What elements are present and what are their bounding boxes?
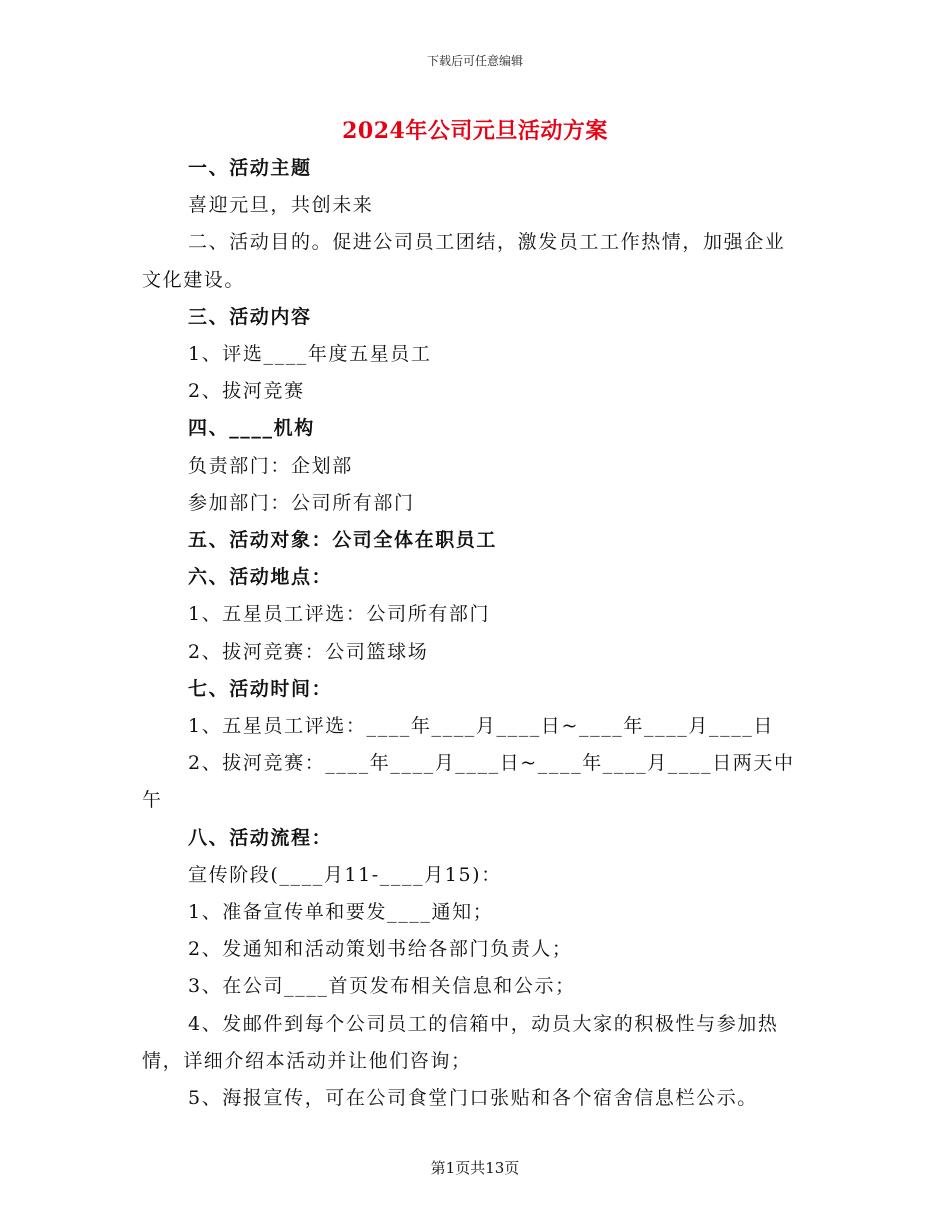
list-item-content-1: 1、评选____年度五星员工 [188,343,432,366]
heading-activity-location: 六、活动地点： [188,566,333,589]
paragraph-promotion-stage: 宣传阶段(____月11-____月15)： [188,863,502,886]
list-item-process-4: 4、发邮件到每个公司员工的信箱中，动员大家的积极性与参加热情，详细介绍本活动并让他们咨询； [142,1012,779,1072]
paragraph-responsible-dept: 负责部门：企划部 [188,454,353,477]
page-footer: 第1页共13页 [430,1159,520,1177]
heading-organization: 四、____机构 [188,417,315,440]
list-item-content-2: 2、拔河竞赛 [188,380,305,403]
list-item-time-1: 1、五星员工评选：____年____月____日~____年____月____日 [188,715,775,738]
list-item-location-1: 1、五星员工评选：公司所有部门 [188,603,491,626]
heading-activity-content: 三、活动内容 [188,305,312,328]
paragraph-activity-purpose: 二、活动目的。促进公司员工团结，激发员工工作热情，加强企业文化建设。 [142,231,786,291]
list-item-process-3: 3、在公司____首页发布相关信息和公示； [188,975,576,998]
list-item-process-5: 5、海报宣传，可在公司食堂门口张贴和各个宿舍信息栏公示。 [188,1087,758,1110]
list-item-time-2: 2、拔河竞赛：____年____月____日~____年____月____日两天中午 [142,752,795,812]
list-item-location-2: 2、拔河竞赛：公司篮球场 [188,640,429,663]
paragraph-theme-content: 喜迎元旦，共创未来 [188,194,374,217]
list-item-process-2: 2、发通知和活动策划书给各部门负责人； [188,938,573,961]
paragraph-participating-dept: 参加部门：公司所有部门 [188,491,415,514]
heading-activity-process: 八、活动流程： [188,826,333,849]
list-item-process-1: 1、准备宣传单和要发____通知； [188,901,494,924]
page-header: 下载后可任意编辑 [426,54,523,68]
document-title: 2024年公司元旦活动方案 [342,118,608,144]
heading-activity-target: 五、活动对象：公司全体在职员工 [188,529,498,552]
heading-activity-time: 七、活动时间： [188,677,333,700]
document-body [142,150,802,1117]
heading-activity-theme: 一、活动主题 [188,157,312,179]
